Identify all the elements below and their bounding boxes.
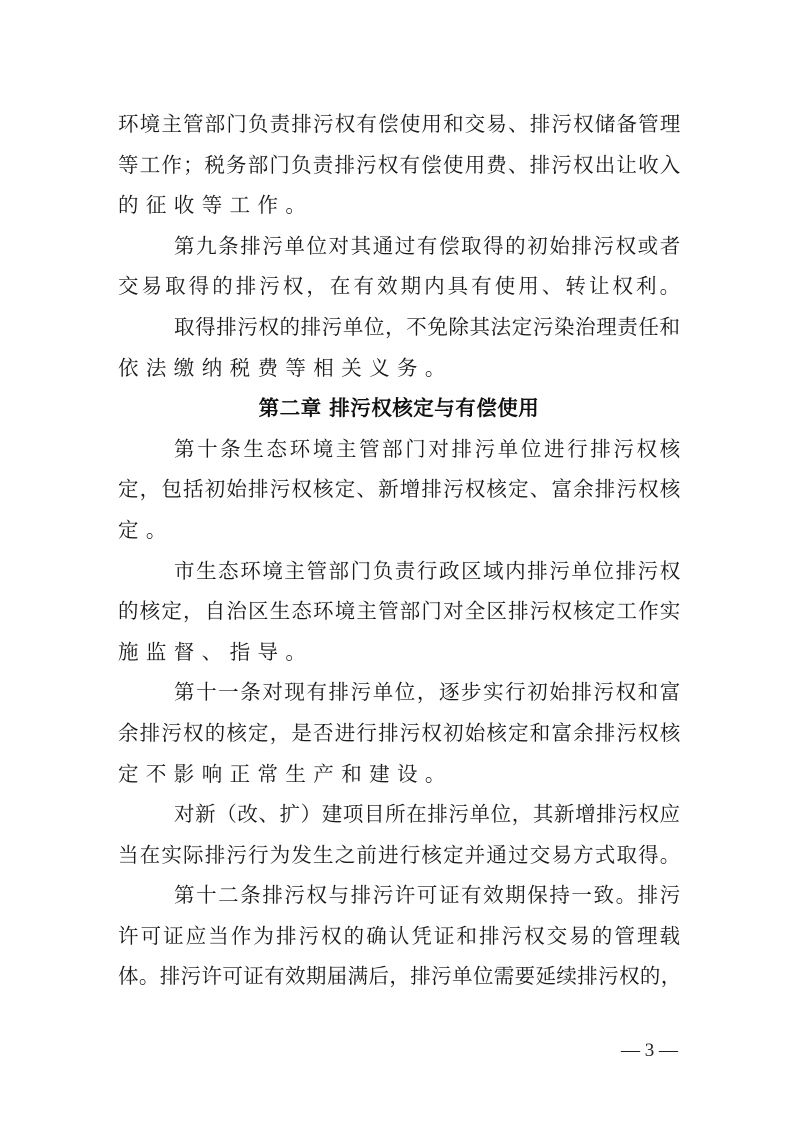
document-page (118, 104, 680, 997)
text-line: 定不影响正常生产和建设。 (118, 761, 453, 786)
text-line: 许 可 证 应 当 作 为 排 污 权 的 确 认 凭 证 和 排 污 权 交 易 的 管 理 载 (118, 923, 680, 948)
text-line: 环 境 主 管 部 门 负 责 排 污 权 有 偿 使 用 和 交 易 、 排 污 权 储 备 管 理 (118, 112, 681, 136)
text-line: 定 ， 包 括 初 始 排 污 权 核 定 、 新 增 排 污 权 核 定 、 富 余 排 污 权 核 (118, 477, 681, 502)
text-line: 市 生 态 环 境 主 管 部 门 负 责 行 政 区 域 内 排 污 单 位 排 污 权 (174, 558, 681, 583)
article-12-line: 第 十 二 条 排 污 权 与 排 污 许 可 证 有 效 期 保 持 一 致 。 排 污 (174, 883, 681, 908)
text-line: 等 工 作 ； 税 务 部 门 负 责 排 污 权 有 偿 使 用 费 、 排 污 权 出 让 收 入 (118, 152, 681, 177)
article-9-line: 第 九 条 排 污 单 位 对 其 通 过 有 偿 取 得 的 初 始 排 污 权 或 者 (174, 233, 681, 258)
article-11-line: 第 十 一 条 对 现 有 排 污 单 位 ， 逐 步 实 行 初 始 排 污 权 和 富 (174, 680, 681, 705)
text-line: 的 核 定 ， 自 治 区 生 态 环 境 主 管 部 门 对 全 区 排 污 权 核 定 工 作 实 (118, 599, 681, 624)
text-line: 体 。 排 污 许 可 证 有 效 期 届 满 后 ， 排 污 单 位 需 要 延 续 排 污 权 的 ， (118, 964, 682, 989)
text-line: 施监督、指导。 (118, 639, 314, 664)
text-line: 余 排 污 权 的 核 定 ， 是 否 进 行 排 污 权 初 始 核 定 和 富 余 排 污 权 核 (118, 720, 681, 745)
text-line: 交 易 取 得 的 排 污 权 ， 在 有 效 期 内 具 有 使 用 、 转 让 权 利 。 (118, 274, 681, 299)
text-line: 当 在 实 际 排 污 行 为 发 生 之 前 进 行 核 定 并 通 过 交 易 方 式 取 得 。 (118, 842, 681, 867)
text-line: 的征收等工作。 (118, 193, 314, 218)
article-10-line: 第 十 条 生 态 环 境 主 管 部 门 对 排 污 单 位 进 行 排 污 权 核 (174, 436, 681, 461)
text-line: 取 得 排 污 权 的 排 污 单 位 ， 不 免 除 其 法 定 污 染 治 理 责 任 和 (174, 314, 681, 339)
chapter-heading: 第二章 排污权核定与有偿使用 (258, 396, 540, 421)
text-line: 定。 (118, 517, 174, 542)
text-line: 依法缴纳税费等相关义务。 (118, 355, 453, 380)
page-number: — 3 — (621, 1040, 678, 1061)
text-line: 对 新 （ 改 、 扩 ） 建 项 目 所 在 排 污 单 位 ， 其 新 增 排 污 权 应 (174, 802, 681, 827)
